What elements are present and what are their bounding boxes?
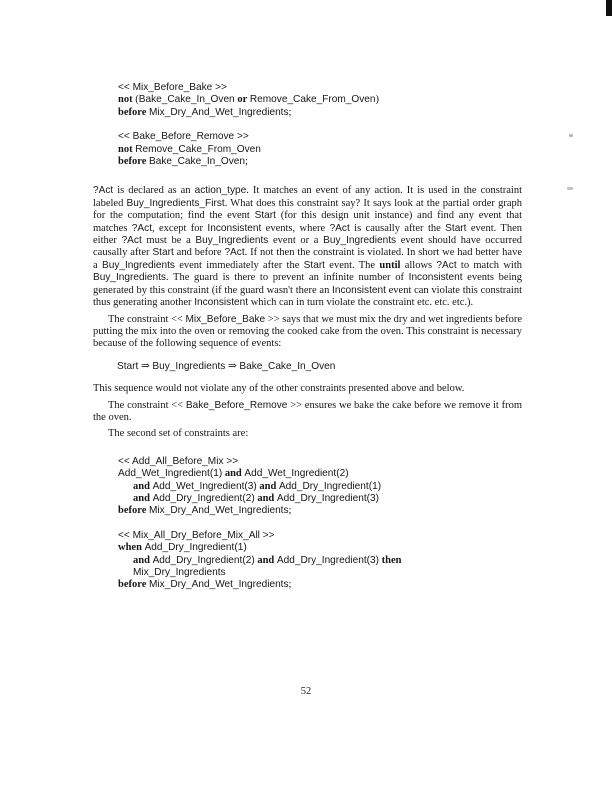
identifier-text: Add_Wet_Ingredient(1) xyxy=(118,468,223,480)
identifier-text: Mix_Dry_And_Wet_Ingredients xyxy=(149,505,289,517)
body-text: (for this design unit instance) and find any event that matches xyxy=(93,210,522,234)
identifier-text: << Bake_Before_Remove >> xyxy=(118,131,249,143)
identifier-text: Add_Wet_Ingredient(3) xyxy=(152,480,257,492)
body-text: and before xyxy=(173,247,225,259)
body-text: This sequence would not violate any of the other constraints presented above and below. xyxy=(93,383,465,395)
scan-artifact-corner xyxy=(606,0,612,16)
body-text: which can in turn violate the constraint etc. etc. etc.). xyxy=(248,297,474,309)
body-text: ; xyxy=(288,106,292,118)
body-text: , except for xyxy=(152,222,208,234)
constraint-header xyxy=(118,530,522,542)
body-text: The second set of constraints are: xyxy=(108,428,249,440)
code-line xyxy=(118,481,522,493)
identifier-text: ?Act xyxy=(93,185,114,197)
code-line xyxy=(118,542,522,554)
constraint-header xyxy=(118,456,522,468)
identifier-text: << Add_All_Before_Mix >> xyxy=(118,455,239,467)
identifier-text: ?Act xyxy=(436,259,457,271)
body-text: ⇒ xyxy=(225,360,240,372)
code-block-second-set xyxy=(118,456,522,592)
keyword-text: and xyxy=(259,480,277,492)
identifier-text: Mix_Dry_Ingredients xyxy=(133,567,226,578)
keyword-text: and xyxy=(224,468,242,480)
identifier-text: Add_Wet_Ingredient(2) xyxy=(244,468,349,480)
code-block-first-set xyxy=(118,82,522,168)
paragraph-act-explanation xyxy=(93,185,522,309)
identifier-text: Add_Dry_Ingredient(2) xyxy=(152,492,255,504)
identifier-text: Start xyxy=(117,360,139,372)
event-sequence-formula xyxy=(117,361,522,373)
keyword-text: and xyxy=(257,492,275,504)
body-text: >> ensures we bake the cake before we remove it from the oven. xyxy=(93,399,523,423)
identifier-text: Add_Dry_Ingredient(1) xyxy=(278,480,382,492)
body-text: . What does this constraint say? It says look at the partial order graph for the computation; find the event xyxy=(93,197,522,222)
identifier-text: Inconsistent xyxy=(408,272,463,284)
code-line xyxy=(118,579,522,591)
body-text: events, where xyxy=(261,222,330,234)
code-line xyxy=(118,144,522,156)
body-text: to match with xyxy=(456,259,522,271)
body-text: >> says that we must mix the dry and wet ingredients before putting the mix into the oven or removing the cooked cake from the oven. This constraint is necessary because of the following sequence of events: xyxy=(93,313,522,350)
keyword-text: then xyxy=(381,554,402,566)
paragraph-mix-before-bake xyxy=(93,314,522,351)
keyword-text: or xyxy=(237,94,248,106)
identifier-text: Start xyxy=(152,247,174,259)
body-text: The constraint << xyxy=(108,313,186,325)
code-line xyxy=(118,493,522,505)
identifier-text: Bake_Cake_In_Oven xyxy=(239,360,336,372)
body-text: ( xyxy=(132,94,139,106)
identifier-text: Inconsistent xyxy=(332,284,386,296)
identifier-text: Mix_Before_Bake xyxy=(185,313,266,325)
identifier-text: Buy_Ingredients_First xyxy=(126,197,225,209)
identifier-text: << Mix_All_Dry_Before_Mix_All >> xyxy=(118,529,275,541)
code-line xyxy=(118,107,522,119)
identifier-text: Buy_Ingredients xyxy=(195,235,269,247)
code-line xyxy=(118,468,522,480)
identifier-text: Bake_Cake_In_Oven xyxy=(149,156,245,168)
body-text: must be a xyxy=(141,235,196,247)
identifier-text: Add_Dry_Ingredient(3) xyxy=(276,492,379,504)
scan-artifact-speck xyxy=(567,187,573,190)
keyword-text: not xyxy=(118,143,133,155)
identifier-text: Remove_Cake_From_Oven xyxy=(249,94,376,106)
identifier-text: Add_Dry_Ingredient(2) xyxy=(152,554,255,566)
identifier-text: Buy_Ingredients xyxy=(323,235,397,247)
keyword-text: until xyxy=(379,259,401,271)
body-text: event should have occurred causally after xyxy=(93,235,522,259)
identifier-text: Add_Dry_Ingredient(1) xyxy=(144,542,247,554)
paragraph-second-set-intro xyxy=(93,428,522,440)
body-text: is declared as an xyxy=(113,185,195,197)
identifier-text: Buy_Ingredients xyxy=(93,272,166,284)
body-text: ⇒ xyxy=(138,360,153,372)
code-blank-line xyxy=(118,119,522,131)
body-text: events being generated by this constraint (if the guard wasn't there an xyxy=(93,272,522,296)
identifier-text: Inconsistent xyxy=(194,297,249,309)
keyword-text: and xyxy=(133,480,150,492)
keyword-text: not xyxy=(118,94,133,106)
body-text: event immediately after the xyxy=(174,259,304,271)
identifier-text: Start xyxy=(254,210,276,222)
body-text: is causally after the xyxy=(349,222,446,234)
identifier-text: Bake_Cake_In_Oven xyxy=(138,94,235,106)
identifier-text: Inconsistent xyxy=(207,222,262,234)
identifier-text: ?Act xyxy=(224,247,245,259)
code-line xyxy=(118,505,522,517)
code-line xyxy=(118,555,522,567)
body-text: The constraint << xyxy=(108,399,186,411)
constraint-header xyxy=(118,82,522,94)
code-line xyxy=(118,94,522,106)
keyword-text: when xyxy=(118,542,142,554)
body-text: ; xyxy=(288,579,292,591)
keyword-text: and xyxy=(133,492,150,504)
body-text: event. The xyxy=(325,259,380,271)
paragraph-bake-before-remove xyxy=(93,400,522,425)
identifier-text: Remove_Cake_From_Oven xyxy=(135,143,261,155)
body-text: event can violate this constraint thus generating another xyxy=(93,284,522,309)
identifier-text: Start xyxy=(303,259,325,271)
code-blank-line xyxy=(118,518,522,530)
keyword-text: before xyxy=(118,106,147,118)
keyword-text: and xyxy=(257,554,275,566)
code-line xyxy=(118,156,522,168)
page-content xyxy=(93,82,522,592)
paragraph-sequence-note xyxy=(93,383,522,395)
body-text: ; xyxy=(244,156,248,168)
identifier-text: ?Act xyxy=(329,222,350,234)
body-text: allows xyxy=(400,259,437,271)
identifier-text: << Mix_Before_Bake >> xyxy=(118,82,227,93)
keyword-text: before xyxy=(118,505,147,517)
identifier-text: Mix_Dry_And_Wet_Ingredients xyxy=(149,579,289,591)
identifier-text: Bake_Before_Remove xyxy=(185,399,288,411)
constraint-header xyxy=(118,131,522,143)
identifier-text: Buy_Ingredients xyxy=(152,360,226,372)
body-text: ; xyxy=(288,505,292,517)
identifier-text: ?Act xyxy=(131,222,152,234)
body-text: ) xyxy=(375,94,380,106)
body-text: . The guard is there to prevent an infinite number of xyxy=(165,272,409,284)
keyword-text: and xyxy=(133,554,150,566)
body-text: event. Then either xyxy=(93,222,522,247)
identifier-text: Start xyxy=(445,222,467,234)
body-text: . If not then the constraint is violated. In short we had better have a xyxy=(93,247,522,271)
body-text: . It matches an event of any action. It is used in the constraint labeled xyxy=(93,185,523,209)
page-number: 52 xyxy=(300,686,312,697)
scan-artifact-speck xyxy=(569,134,573,137)
code-line xyxy=(118,567,522,579)
identifier-text: Add_Dry_Ingredient(3) xyxy=(276,554,379,566)
body-text: event or a xyxy=(268,235,324,247)
identifier-text: ?Act xyxy=(121,235,142,247)
keyword-text: before xyxy=(118,579,147,591)
identifier-text: action_type xyxy=(194,185,247,197)
keyword-text: before xyxy=(118,156,147,168)
identifier-text: Mix_Dry_And_Wet_Ingredients xyxy=(149,106,289,118)
identifier-text: Buy_Ingredients xyxy=(101,259,175,271)
